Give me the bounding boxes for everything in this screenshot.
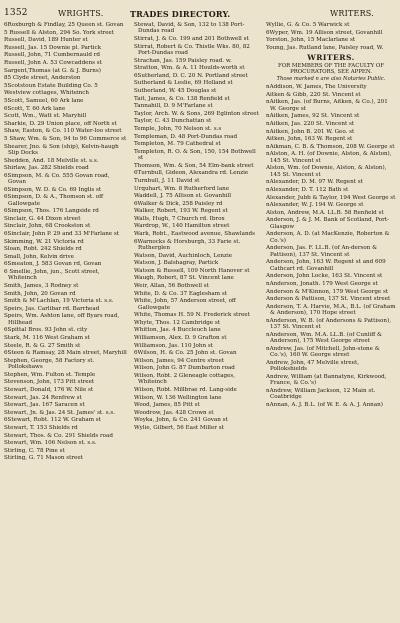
- directory-entry: Shaw, Easton, & Co. 110 Water-loo street: [4, 128, 122, 135]
- directory-entry: nAlston, A. H. (of Downie, Alston, & Alston), 145 St. Vincent st: [266, 151, 392, 164]
- directory-entry: Tait, James, & Co. 138 Renfield st: [134, 95, 230, 102]
- directory-entry: nAndrew, William Jackson, 12 Main st. Coatbridge: [266, 387, 376, 401]
- wrights-continued: [266, 22, 396, 51]
- directory-entry: Anderson, T. A. Harvie, M.A., B.L. (of Graham & Anderson), 170 Hope street: [266, 303, 396, 317]
- directory-entry: nAnderson, Wm. M.A. LL.B. (of Cunliff & Anderson), 175 West George street: [266, 331, 382, 345]
- directory-entry: Scott, Wm., Watt st. Maryhill: [4, 113, 87, 120]
- directory-entry: Wilson, James, 94 Centre street: [134, 357, 225, 364]
- directory-entry: Sutherland & Leslie, 69 Holland st: [134, 80, 233, 87]
- directory-entry: 6Sutherland, D. C. 20 N. Portland street: [134, 72, 248, 79]
- running-head-right: WRITERS.: [330, 9, 374, 18]
- directory-entry: Sutherland, W. 45 Douglas st: [134, 87, 217, 94]
- directory-entry: 6Simpson, Thos. 176 Langside rd: [4, 208, 99, 215]
- directory-entry: Wilson, Robt. Millbrae rd. Lang-side: [134, 386, 237, 393]
- directory-entry: Walker, Robert, 193 W. Regent st: [134, 208, 228, 215]
- directory-entry: Stirrat, Robert & Co. Thistle Wks. 80, 82 Port-Dundas road: [134, 43, 250, 56]
- directory-entry: Alston, Wm. (of Downie, Alston, & Alston), 145 St. Vincent st: [266, 165, 387, 178]
- directory-entry: Urquhart, Wm. 8 Rutherford lane: [134, 185, 230, 192]
- directory-entry: Wilson, John G. 87 Dumbarton road: [134, 365, 235, 372]
- directory-entry: Templeton, M. 79 Cathedral st: [134, 141, 221, 148]
- directory-entry: Tannahill, D. 9 M'Farlane st: [134, 103, 213, 110]
- directory-entry: nAikman, C. B. & Thomson, 208 W. George st: [266, 143, 395, 150]
- directory-entry: Sloan, Robt. 242 Shields rd: [4, 246, 82, 253]
- directory-entry: Young, Jas. Rutland lane, Paisley road, W.: [266, 44, 384, 51]
- directory-entry: Shearer, Jno. & Son (ship), Kelvin-haugh Slip Docks: [4, 143, 119, 156]
- directory-entry: nAitken, James, 92 St. Vincent st: [266, 113, 360, 120]
- directory-entry: Sharkie, D. 29 Union place, off North st: [4, 120, 117, 127]
- writers-list: [266, 84, 396, 408]
- directory-entry: Whitton, Jas. 4 Buccleuch lane: [134, 327, 221, 334]
- directory-entry: Turnbull, J. 11 David st: [134, 177, 200, 184]
- directory-entry: Stewart, Thos. & Co. 291 Shields road: [4, 432, 113, 439]
- directory-entry: Yorston, John, 15 Maclarlane st: [266, 37, 356, 44]
- directory-entry: 6Warnocks & Horsburgh, 33 Farie st. Rutherglen: [134, 238, 241, 252]
- directory-entry: Taylor, Arch. W. & Sons, 269 Eglinton street: [134, 110, 259, 117]
- directory-entry: nAlexander, W. J. 194 W. George st: [266, 202, 364, 209]
- directory-entry: Strachan, Jas. 159 Paisley road. w.: [134, 57, 232, 64]
- directory-entry: Alexander, Jubb & Taylor, 194 West George st: [266, 194, 396, 201]
- directory-entry: Smith, James, 3 Rodney st: [4, 283, 79, 290]
- directory-entry: Stewat, David, & Son, 132 to 138 Port-Dundas road: [134, 22, 245, 35]
- directory-entry: Williamson, Alex. D. 9 Grafton st: [134, 335, 227, 341]
- directory-entry: Walls, Hugh, 7 Church rd. Ibrox: [134, 215, 225, 222]
- directory-entry: Russell, John A. 53 Cowcaddens st: [4, 59, 102, 66]
- directory-entry: nAitken, Jas. 220 St. Vincent st: [266, 120, 355, 127]
- directory-entry: nAndrew, Jas. (of Mitchell, John-stone & Co.'s), 160 W. George street: [266, 345, 380, 359]
- directory-entry: Templeton, R. O. & Son, 150, 154 Bothwell st: [134, 148, 256, 162]
- directory-entry: Andrew, William (at Bannatyne, Kirkwood, France, & Co.'s): [266, 373, 387, 387]
- directory-entry: Shedden, And. 18 Melville st. s.s.: [4, 157, 99, 164]
- directory-entry: 6Scott, T. 60 Ark lane: [4, 105, 66, 112]
- directory-entry: Stewart, T. 153 Shields rd: [4, 424, 78, 431]
- directory-entry: Westview cottages, Whiteinch: [4, 90, 90, 97]
- directory-entry: Small, John, Kelvin drive: [4, 253, 74, 260]
- directory-entry: Shirlaw, Jas. 282 Shields road: [4, 165, 89, 172]
- directory-entry: Smith, John, 20 Govan rd: [4, 290, 76, 297]
- directory-entry: Stewart, Jas. 167 Saracen st: [4, 402, 85, 409]
- directory-entry: Stephen, Wm. Fulton st. Temple: [4, 371, 96, 378]
- directory-entry: Anderson, J. & J. M. Bank of Scotland, Port-Glasgow: [266, 217, 389, 230]
- directory-entry: 6 Smellie, John, jun., Scott street, Whiteinch: [4, 269, 100, 282]
- directory-entry: Sinclair, G. 44 Dixon street: [4, 215, 81, 222]
- directory-entry: 6Simpson, M. & Co. 555 Govan road, Govan: [4, 172, 110, 186]
- page-number: 1352: [4, 8, 28, 18]
- directory-entry: 6Steen & Ramsay, 28 Main street, Maryhill: [4, 350, 127, 357]
- directory-entry: nAitken, Jas. (of Burns, Aitken, & Co.), 201 W. George st: [266, 99, 388, 112]
- directory-entry: nAddison, W. James, The University: [266, 84, 367, 91]
- directory-entry: Wyllie, G. & Co. 5 Warwick st: [266, 22, 350, 28]
- directory-entry: Russell, David, 189 Hunter st: [4, 37, 88, 44]
- directory-entry: 5Scott, Samuel, 60 Ark lane: [4, 97, 84, 104]
- directory-entry: 6Simpson, D. & A., Thomson st. off Gallowgate: [4, 194, 104, 207]
- directory-entry: Stewart, Wm. 106 Nelson st. s.s.: [4, 440, 97, 447]
- directory-entry: Anderson, John, 163 W. Regent st and 609 Cathcart rd. Govanhill: [266, 259, 386, 272]
- directory-entry: Thomson, Wm. & Son, 54 Elm-bank street: [134, 162, 254, 169]
- running-head-left: WRIGHTS.: [58, 9, 104, 18]
- directory-entry: Stirling, G. 71 Mason street: [4, 455, 83, 462]
- directory-entry: 5 Shaw, Wm. & Son, 94 to 96 Commerce st: [4, 135, 127, 142]
- directory-entry: Speirs, Wm. Ashton lane, off Byars road, Hillhead: [4, 313, 120, 326]
- directory-entry: 6Walker & Dick, 258 Paisley rd: [134, 200, 223, 207]
- section-heading-writers: WRITERS.: [307, 53, 355, 63]
- directory-entry: Steele, R. & G. 27 Smith st: [4, 342, 81, 349]
- column-wrights-middle: [134, 22, 260, 620]
- directory-entry: Sinclair, John, 68 Crookston st: [4, 223, 91, 230]
- directory-entry: nAnnan, A. J. B.L. (of W. E. & A. J. Annan): [266, 401, 383, 408]
- directory-entry: Wylie, Gilbert, 56 East Miller st: [134, 424, 224, 431]
- directory-entry: Waugh, Robert, 87 St. Vincent lane: [134, 275, 234, 282]
- directory-entry: Temple, John, 70 Nelson st. s.s: [134, 125, 222, 132]
- directory-entry: 6Turnbull, Gideon, Alexandra rd. Lenzie: [134, 170, 249, 177]
- directory-entry: Wood, James, 85 Pitt st: [134, 402, 200, 409]
- directory-entry: Anderson, A. D. (at MacKenzie, Roberton & Co.'s): [266, 231, 390, 244]
- directory-entry: Wilson, W. 136 Wellington lane: [134, 394, 222, 401]
- directory-entry: 6Stewart, Robt. 112 W. Graham st: [4, 417, 101, 424]
- directory-entry: Waddell, J. 75 Allison st. Govanhill: [134, 193, 232, 200]
- directory-entry: Aitken, John, 163 W. Regent st: [266, 136, 353, 143]
- directory-entry: nAnderson, Jonath. 179 West George st: [266, 280, 378, 287]
- directory-entry: Stewart, Donald, 176 W. Nile st: [4, 386, 94, 393]
- directory-entry: White, John, 57 Anderson street, off Gallowgate: [134, 298, 236, 311]
- directory-entry: Templeman, D. 48 Port-Dundas road: [134, 133, 238, 140]
- directory-entry: Anderson, Jas. F. LL.B. (of An-derson & Pattison), 137 St. Vincent st: [266, 245, 378, 258]
- directory-entry: Wilson, Robt. 2 Gleneagle cottages, Whiteinch: [134, 372, 236, 386]
- directory-entry: Anderson & Pattison, 137 St. Vincent street: [266, 296, 391, 303]
- directory-entry: Anderson & M'Kinnon, 179 West George st: [266, 288, 389, 295]
- directory-entry: Williamson, Jas. 110 John st: [134, 342, 214, 349]
- directory-entry: Whyte, Thos. 12 Cambridge st: [134, 319, 220, 326]
- directory-entry: Skimming, W. 21 Victoria rd: [4, 238, 84, 245]
- directory-entry: 5Scotstoun Estate Building Co. 5: [4, 82, 98, 89]
- directory-entry: 6Smeaton, J. 583 Govan rd, Govan: [4, 261, 102, 268]
- directory-entry: Stark, M. 116 West Graham st: [4, 335, 90, 341]
- directory-entry: Watson, J. Balshagray, Partick: [134, 260, 219, 267]
- directory-entry: Woyka, John, & Co. 241 Govan st: [134, 417, 228, 424]
- directory-entry: Stirrat, J. & Co. 199 and 201 Bothwell st: [134, 36, 249, 42]
- directory-entry: Wark, Robt., Eastwood avenue, Shawlands: [134, 231, 255, 238]
- directory-entry: Russell, Jas. 15 Downie pl. Partick: [4, 44, 102, 51]
- section-note: Those marked n are also Notaries Public.: [276, 76, 386, 83]
- directory-entry: Wardrop, W., 140 Hamilton street: [134, 223, 230, 230]
- running-head-center: TRADES DIRECTORY.: [130, 9, 231, 19]
- directory-entry: Alston, Andrew, M.A. LL.B. 58 Renfield st: [266, 209, 384, 216]
- directory-entry: nAlexander, D. M. 97 W. Regent st: [266, 179, 363, 186]
- directory-entry: Smith & M'Lachlan, 19 Victoria st. s.s.: [4, 298, 114, 305]
- directory-entry: 6Simpson, W. D. & Co. 69 Inglis st: [4, 186, 102, 193]
- directory-entry: 6Spittal Bros. 93 John st. city: [4, 327, 88, 334]
- directory-entry: Stewart, Jn. & Jas. 24 St. James' st. s.s.: [4, 409, 116, 416]
- directory-entry: Stirling, C. 78 Pine st: [4, 447, 65, 454]
- directory-entry: Stevenson, John, 173 Pitt street: [4, 379, 95, 386]
- columns: [4, 22, 398, 620]
- directory-entry: Woodrow, Jas. 428 Crown st: [134, 409, 214, 416]
- directory-entry: Stratton, Wm. & A. 11 Houlds-worth st: [134, 65, 245, 72]
- directory-entry: 6Roxburgh & Findlay, 25 Queen st. Govan: [4, 22, 124, 28]
- directory-entry: 6Wilson, H. & Co. 25 John st. Govan: [134, 350, 237, 357]
- directory-entry: 5 Russell & Alston, 294 So. York street: [4, 29, 114, 36]
- directory-entry: 85 Clyde street, Anderston: [4, 75, 81, 82]
- running-head: [0, 5, 400, 21]
- directory-entry: Andrew, John, 47 Melville street, Pollokshields: [266, 359, 360, 373]
- directory-entry: nAitken, John B. 201 W. Geo. st: [266, 128, 355, 135]
- directory-entry: White, D. & Co. 37 Eaglesham st: [134, 290, 227, 297]
- section-subheading: FOR MEMBERS OF THE FACULTY OF PROCURATORS, SEE APPEN.: [277, 63, 385, 76]
- directory-entry: Taylor, C. 43 Dunchattan st: [134, 118, 212, 125]
- directory-entry: Russell, John, 71 Cumbernauld rd: [4, 52, 100, 59]
- directory-entry: White, Thomas H. 59 N. Frederick street: [134, 312, 250, 319]
- directory-entry: Stephen, George, 58 Factory st. Pollokshaws: [4, 357, 95, 371]
- directory-entry: nAlexander, D. T. 112 Bath st: [266, 186, 349, 193]
- directory-entry: Aitken & Gibb, 220 St. Vincent st: [266, 91, 361, 98]
- directory-entry: Watson & Russell, 109 North Hanover st: [134, 267, 250, 274]
- directory-entry: Anderson, John Locke, 163 St. Vincent st: [266, 273, 383, 280]
- directory-entry: Weir, Allan, 56 Bothwell st: [134, 283, 209, 290]
- directory-entry: Sargent,Thomas (at G. & J. Burns): [4, 67, 101, 74]
- directory-entry: Stewart, Jas. 24 Renfrew st: [4, 394, 82, 401]
- directory-entry: Speirs, Jas. Carlibar rd. Barrhead: [4, 305, 100, 312]
- column-wrights-left: [4, 22, 128, 620]
- directory-entry: nAnderson, W. B. (of Andersons & Pattison), 137 St. Vincent st: [266, 317, 391, 331]
- directory-entry: 6Sinclair, John P. 29 and 33 M'Farlane st: [4, 231, 120, 238]
- directory-entry: Watson, David, Auchinloch, Lenzie: [134, 252, 233, 259]
- directory-entry: 6Wyper, Wm. 19 Allison street, Govanhill: [266, 29, 383, 36]
- column-right: [266, 22, 396, 620]
